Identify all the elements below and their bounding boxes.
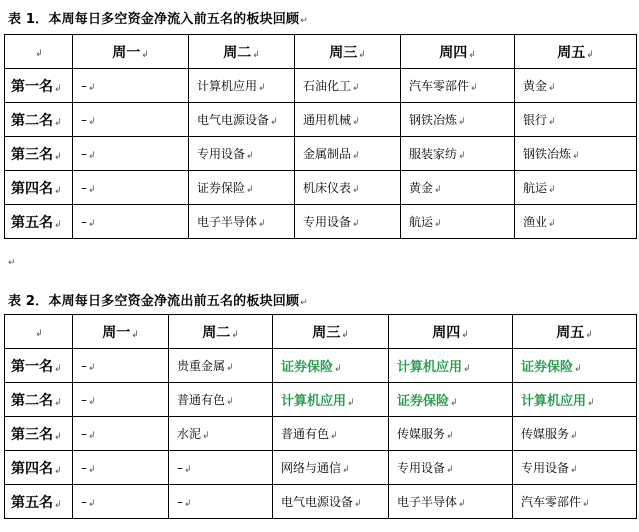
rank-label: 第二名 bbox=[11, 112, 53, 129]
sector-name: 服装家纺 bbox=[409, 147, 458, 161]
cell-end-mark-icon: ↲ bbox=[54, 499, 62, 510]
table-row bbox=[5, 69, 637, 103]
sector-name: 石油化工 bbox=[303, 79, 352, 93]
sector-name: 航运 bbox=[523, 181, 548, 195]
sector-cell bbox=[273, 485, 389, 519]
sector-name: 电子半导体 bbox=[397, 495, 458, 509]
table-row bbox=[5, 171, 637, 205]
cell-end-mark-icon: ↲ bbox=[586, 49, 594, 60]
sector-cell bbox=[389, 417, 513, 451]
cell-end-mark-icon: ↲ bbox=[54, 117, 62, 128]
cell-end-mark-icon: ↲ bbox=[88, 430, 96, 441]
cell-end-mark-icon: ↲ bbox=[548, 117, 556, 127]
sector-cell bbox=[169, 417, 273, 451]
sector-cell bbox=[401, 137, 515, 171]
sector-name: – bbox=[81, 494, 87, 509]
cell-end-mark-icon: ↲ bbox=[354, 499, 362, 509]
day-label: 周一 bbox=[112, 44, 141, 61]
sector-name: 传媒服务 bbox=[521, 427, 570, 441]
cell-end-mark-icon: ↲ bbox=[184, 498, 192, 509]
sector-cell bbox=[401, 171, 515, 205]
sector-cell bbox=[513, 451, 637, 485]
day-label: 周二 bbox=[223, 44, 252, 61]
rank-cell bbox=[5, 69, 73, 103]
day-label: 周四 bbox=[439, 44, 468, 61]
sector-cell bbox=[169, 383, 273, 417]
cell-end-mark-icon: ↲ bbox=[468, 49, 476, 60]
cell-end-mark-icon: ↲ bbox=[88, 150, 96, 161]
sector-name: – bbox=[81, 358, 87, 373]
table1-inflow-sectors bbox=[4, 34, 637, 239]
cell-end-mark-icon: ↲ bbox=[352, 117, 360, 127]
day-label: 周五 bbox=[557, 44, 586, 61]
cell-end-mark-icon: ↲ bbox=[35, 328, 43, 339]
rank-label: 第五名 bbox=[11, 494, 53, 511]
cell-end-mark-icon: ↲ bbox=[88, 498, 96, 509]
cell-end-mark-icon: ↲ bbox=[226, 363, 234, 373]
sector-cell bbox=[273, 451, 389, 485]
table-row bbox=[5, 103, 637, 137]
sector-name: 专用设备 bbox=[303, 215, 352, 229]
cell-end-mark-icon: ↲ bbox=[231, 329, 239, 340]
sector-name: 金属制品 bbox=[303, 147, 352, 161]
sector-name: 计算机应用 bbox=[197, 79, 258, 93]
day-label: 周二 bbox=[202, 324, 231, 341]
table2-title: 表 2．本周每日多空资金净流出前五名的板块回顾↵ bbox=[8, 294, 308, 309]
table-row bbox=[5, 383, 637, 417]
sector-name: 计算机应用 bbox=[521, 394, 587, 409]
cell-end-mark-icon: ↲ bbox=[88, 464, 96, 475]
day-label: 周五 bbox=[556, 324, 585, 341]
cell-end-mark-icon: ↲ bbox=[585, 329, 593, 340]
cell-end-mark-icon: ↲ bbox=[258, 83, 266, 93]
sector-name: – bbox=[81, 112, 87, 127]
cell-end-mark-icon: ↲ bbox=[54, 363, 62, 374]
rank-cell bbox=[5, 383, 73, 417]
table-row bbox=[5, 417, 637, 451]
sector-name: 网络与通信 bbox=[281, 461, 342, 475]
sector-cell bbox=[515, 69, 637, 103]
header-row bbox=[5, 315, 637, 349]
cell-end-mark-icon: ↲ bbox=[202, 431, 210, 441]
sector-cell bbox=[513, 383, 637, 417]
cell-end-mark-icon: ↲ bbox=[352, 151, 360, 161]
cell-end-mark-icon: ↲ bbox=[458, 117, 466, 127]
cell-end-mark-icon: ↲ bbox=[88, 184, 96, 195]
header-day-cell bbox=[389, 315, 513, 349]
sector-cell bbox=[295, 137, 401, 171]
rank-cell bbox=[5, 349, 73, 383]
rank-cell bbox=[5, 205, 73, 239]
rank-label: 第三名 bbox=[11, 146, 53, 163]
rank-cell bbox=[5, 485, 73, 519]
header-day-cell bbox=[73, 315, 169, 349]
table-row bbox=[5, 485, 637, 519]
sector-cell bbox=[73, 417, 169, 451]
sector-name: 黄金 bbox=[523, 79, 548, 93]
cell-end-mark-icon: ↲ bbox=[548, 219, 556, 229]
sector-name: 机床仪表 bbox=[303, 181, 352, 195]
sector-cell bbox=[389, 349, 513, 383]
sector-name: 银行 bbox=[523, 113, 548, 127]
sector-cell bbox=[73, 383, 169, 417]
sector-name: 钢铁冶炼 bbox=[409, 113, 458, 127]
cell-end-mark-icon: ↲ bbox=[347, 398, 355, 408]
cell-end-mark-icon: ↲ bbox=[570, 431, 578, 441]
table-row bbox=[5, 137, 637, 171]
sector-name: 电子半导体 bbox=[197, 215, 258, 229]
sector-name: 贵重金属 bbox=[177, 359, 226, 373]
sector-cell bbox=[189, 69, 295, 103]
rank-label: 第四名 bbox=[11, 460, 53, 477]
rank-cell bbox=[5, 137, 73, 171]
table-row bbox=[5, 205, 637, 239]
sector-name: – bbox=[177, 460, 183, 475]
header-day-cell bbox=[273, 315, 389, 349]
cell-end-mark-icon: ↲ bbox=[352, 185, 360, 195]
cell-end-mark-icon: ↲ bbox=[352, 219, 360, 229]
sector-name: 渔业 bbox=[523, 215, 548, 229]
cell-end-mark-icon: ↲ bbox=[54, 465, 62, 476]
sector-name: 证券保险 bbox=[397, 394, 450, 409]
cell-end-mark-icon: ↲ bbox=[358, 49, 366, 60]
cell-end-mark-icon: ↲ bbox=[330, 431, 338, 441]
table2-outflow-sectors bbox=[4, 314, 637, 519]
sector-name: 专用设备 bbox=[397, 461, 446, 475]
sector-name: 电气电源设备 bbox=[197, 113, 270, 127]
cell-end-mark-icon: ↲ bbox=[341, 329, 349, 340]
cell-end-mark-icon: ↲ bbox=[470, 83, 478, 93]
sector-cell bbox=[295, 103, 401, 137]
header-day-cell bbox=[401, 35, 515, 69]
cell-end-mark-icon: ↲ bbox=[458, 499, 466, 509]
sector-name: 钢铁冶炼 bbox=[523, 147, 572, 161]
rank-label: 第三名 bbox=[11, 426, 53, 443]
cell-end-mark-icon: ↲ bbox=[246, 151, 254, 161]
sector-name: – bbox=[81, 460, 87, 475]
sector-name: 黄金 bbox=[409, 181, 434, 195]
sector-cell bbox=[401, 205, 515, 239]
cell-end-mark-icon: ↲ bbox=[88, 396, 96, 407]
sector-cell bbox=[73, 451, 169, 485]
day-label: 周四 bbox=[432, 324, 461, 341]
rank-label: 第二名 bbox=[11, 392, 53, 409]
rank-cell bbox=[5, 171, 73, 205]
sector-cell bbox=[295, 69, 401, 103]
cell-end-mark-icon: ↲ bbox=[54, 83, 62, 94]
header-day-cell bbox=[73, 35, 189, 69]
rank-label: 第四名 bbox=[11, 180, 53, 197]
header-day-cell bbox=[295, 35, 401, 69]
cell-end-mark-icon: ↲ bbox=[35, 48, 43, 59]
sector-name: 普通有色 bbox=[281, 427, 330, 441]
sector-cell bbox=[73, 485, 169, 519]
cell-end-mark-icon: ↲ bbox=[88, 82, 96, 93]
cell-end-mark-icon: ↲ bbox=[270, 117, 278, 127]
cell-end-mark-icon: ↲ bbox=[352, 83, 360, 93]
sector-name: 航运 bbox=[409, 215, 434, 229]
sector-cell bbox=[169, 451, 273, 485]
sector-cell bbox=[273, 349, 389, 383]
sector-name: 普通有色 bbox=[177, 393, 226, 407]
sector-cell bbox=[295, 171, 401, 205]
sector-name: – bbox=[81, 146, 87, 161]
cell-end-mark-icon: ↲ bbox=[246, 185, 254, 195]
sector-name: 通用机械 bbox=[303, 113, 352, 127]
table1-title: 表 1．本周每日多空资金净流入前五名的板块回顾↵ bbox=[8, 12, 308, 27]
rank-label: 第一名 bbox=[11, 78, 53, 95]
sector-name: – bbox=[81, 180, 87, 195]
sector-name: 证券保险 bbox=[197, 181, 246, 195]
sector-cell bbox=[73, 103, 189, 137]
cell-end-mark-icon: ↲ bbox=[54, 219, 62, 230]
sector-cell bbox=[73, 349, 169, 383]
day-label: 周一 bbox=[102, 324, 131, 341]
rank-cell bbox=[5, 451, 73, 485]
sector-name: – bbox=[177, 494, 183, 509]
sector-cell bbox=[513, 485, 637, 519]
cell-end-mark-icon: ↲ bbox=[88, 116, 96, 127]
sector-cell bbox=[169, 349, 273, 383]
sector-cell bbox=[189, 137, 295, 171]
cell-end-mark-icon: ↲ bbox=[54, 397, 62, 408]
sector-cell bbox=[401, 69, 515, 103]
cell-end-mark-icon: ↲ bbox=[463, 364, 471, 374]
cell-end-mark-icon: ↲ bbox=[548, 185, 556, 195]
cell-end-mark-icon: ↲ bbox=[141, 49, 149, 60]
header-day-cell bbox=[513, 315, 637, 349]
cell-end-mark-icon: ↲ bbox=[572, 151, 580, 161]
rank-cell bbox=[5, 417, 73, 451]
sector-cell bbox=[515, 205, 637, 239]
sector-name: 计算机应用 bbox=[397, 360, 463, 375]
cell-end-mark-icon: ↲ bbox=[458, 151, 466, 161]
sector-cell bbox=[73, 171, 189, 205]
sector-name: 传媒服务 bbox=[397, 427, 446, 441]
cell-end-mark-icon: ↲ bbox=[548, 83, 556, 93]
sector-name: 专用设备 bbox=[521, 461, 570, 475]
header-corner-cell bbox=[5, 35, 73, 69]
sector-cell bbox=[273, 383, 389, 417]
sector-cell bbox=[189, 205, 295, 239]
sector-cell bbox=[515, 137, 637, 171]
cell-end-mark-icon: ↲ bbox=[184, 464, 192, 475]
sector-name: 汽车零部件 bbox=[521, 495, 582, 509]
paragraph-mark-icon: ↵ bbox=[8, 258, 16, 268]
table-row bbox=[5, 349, 637, 383]
sector-cell bbox=[389, 451, 513, 485]
sector-cell bbox=[73, 69, 189, 103]
sector-name: 证券保险 bbox=[521, 360, 574, 375]
cell-end-mark-icon: ↲ bbox=[446, 431, 454, 441]
sector-name: – bbox=[81, 426, 87, 441]
sector-cell bbox=[513, 349, 637, 383]
cell-end-mark-icon: ↲ bbox=[252, 49, 260, 60]
rank-label: 第五名 bbox=[11, 214, 53, 231]
sector-cell bbox=[73, 205, 189, 239]
sector-cell bbox=[273, 417, 389, 451]
header-day-cell bbox=[169, 315, 273, 349]
header-row bbox=[5, 35, 637, 69]
sector-cell bbox=[73, 137, 189, 171]
cell-end-mark-icon: ↲ bbox=[574, 364, 582, 374]
sector-cell bbox=[189, 103, 295, 137]
sector-name: 汽车零部件 bbox=[409, 79, 470, 93]
sector-name: – bbox=[81, 392, 87, 407]
cell-end-mark-icon: ↲ bbox=[582, 499, 590, 509]
cell-end-mark-icon: ↲ bbox=[88, 362, 96, 373]
day-label: 周三 bbox=[312, 324, 341, 341]
cell-end-mark-icon: ↲ bbox=[450, 398, 458, 408]
sector-cell bbox=[295, 205, 401, 239]
sector-name: 证券保险 bbox=[281, 360, 334, 375]
sector-name: – bbox=[81, 214, 87, 229]
sector-cell bbox=[169, 485, 273, 519]
cell-end-mark-icon: ↲ bbox=[88, 218, 96, 229]
cell-end-mark-icon: ↲ bbox=[54, 151, 62, 162]
cell-end-mark-icon: ↲ bbox=[434, 219, 442, 229]
day-label: 周三 bbox=[329, 44, 358, 61]
header-day-cell bbox=[189, 35, 295, 69]
cell-end-mark-icon: ↲ bbox=[54, 431, 62, 442]
sector-cell bbox=[515, 171, 637, 205]
table-row bbox=[5, 451, 637, 485]
cell-end-mark-icon: ↲ bbox=[461, 329, 469, 340]
cell-end-mark-icon: ↲ bbox=[570, 465, 578, 475]
sector-name: – bbox=[81, 78, 87, 93]
rank-label: 第一名 bbox=[11, 358, 53, 375]
cell-end-mark-icon: ↲ bbox=[54, 185, 62, 196]
cell-end-mark-icon: ↲ bbox=[226, 397, 234, 407]
sector-cell bbox=[189, 171, 295, 205]
sector-name: 专用设备 bbox=[197, 147, 246, 161]
sector-cell bbox=[401, 103, 515, 137]
cell-end-mark-icon: ↲ bbox=[131, 329, 139, 340]
paragraph-mark-icon: ↵ bbox=[300, 298, 308, 308]
header-day-cell bbox=[515, 35, 637, 69]
header-corner-cell bbox=[5, 315, 73, 349]
sector-name: 水泥 bbox=[177, 427, 202, 441]
sector-name: 电气电源设备 bbox=[281, 495, 354, 509]
sector-cell bbox=[513, 417, 637, 451]
rank-cell bbox=[5, 103, 73, 137]
cell-end-mark-icon: ↲ bbox=[342, 465, 350, 475]
cell-end-mark-icon: ↲ bbox=[587, 398, 595, 408]
cell-end-mark-icon: ↲ bbox=[446, 465, 454, 475]
cell-end-mark-icon: ↲ bbox=[434, 185, 442, 195]
paragraph-mark-icon: ↵ bbox=[300, 16, 308, 26]
sector-cell bbox=[515, 103, 637, 137]
cell-end-mark-icon: ↲ bbox=[334, 364, 342, 374]
cell-end-mark-icon: ↲ bbox=[258, 219, 266, 229]
sector-cell bbox=[389, 383, 513, 417]
sector-name: 计算机应用 bbox=[281, 394, 347, 409]
sector-cell bbox=[389, 485, 513, 519]
